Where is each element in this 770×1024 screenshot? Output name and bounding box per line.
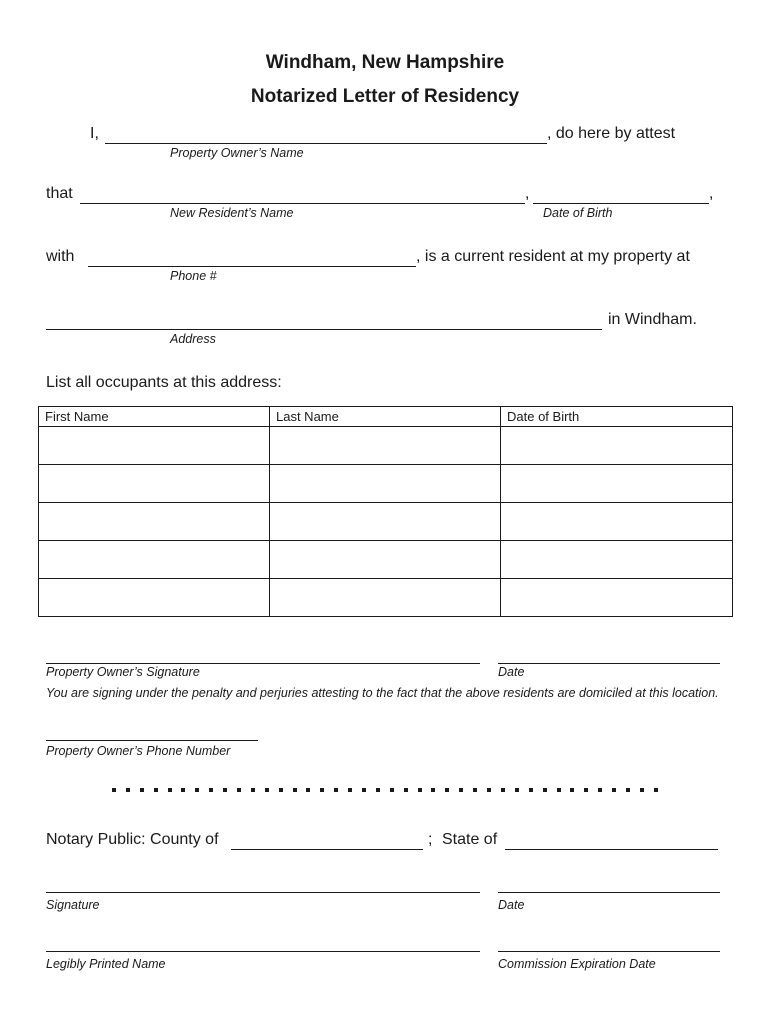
statement-comma-end: , [709,185,714,202]
notary-signature-caption: Signature [46,898,100,912]
notary-state-label: State of [442,831,498,848]
first-name-cell[interactable] [39,427,270,465]
divider-dot [306,788,310,792]
divider-dot [557,788,561,792]
new-resident-name-caption: New Resident’s Name [170,206,294,220]
divider-dot [334,788,338,792]
owner-phone-field[interactable] [46,740,258,741]
notary-state-field[interactable] [505,849,718,850]
resident-dob-field[interactable] [533,203,709,204]
occupant-row [39,541,733,579]
divider-dot [626,788,630,792]
divider-dot [362,788,366,792]
occupants-header-row [39,407,733,427]
divider-dot [126,788,130,792]
divider-dot [418,788,422,792]
last-name-cell[interactable] [270,465,501,503]
divider-dot [598,788,602,792]
printed-name-caption: Legibly Printed Name [46,957,166,971]
divider-dot [348,788,352,792]
divider-dot [445,788,449,792]
date-of-birth-cell[interactable] [501,541,733,579]
notary-signature-field[interactable] [46,892,480,893]
divider-dot [209,788,213,792]
first-name-cell[interactable] [39,579,270,617]
occupant-row [39,503,733,541]
notary-county-field[interactable] [231,849,423,850]
divider-dot [487,788,491,792]
owner-signature-field[interactable] [46,663,480,664]
last-name-cell[interactable] [270,503,501,541]
divider-dot [654,788,658,792]
occupant-row [39,427,733,465]
statement-comma: , [525,185,530,202]
dotted-divider [112,772,658,792]
divider-dot [237,788,241,792]
divider-dot [279,788,283,792]
divider-dot [112,788,116,792]
occupant-row [39,579,733,617]
divider-dot [140,788,144,792]
statement-current-resident-text: , is a current resident at my property at [416,248,690,265]
statement-prefix-that: that [46,185,73,202]
occupants-heading: List all occupants at this address: [46,374,282,391]
divider-dot [376,788,380,792]
date-of-birth-cell[interactable] [501,427,733,465]
document-title: Windham, New Hampshire [265,52,505,73]
divider-dot [251,788,255,792]
occupants-table-body [39,427,733,617]
divider-dot [404,788,408,792]
divider-dot [515,788,519,792]
printed-name-field[interactable] [46,951,480,952]
statement-prefix-with: with [46,248,75,265]
divider-dot [223,788,227,792]
divider-dot [154,788,158,792]
last-name-cell[interactable] [270,541,501,579]
divider-dot [529,788,533,792]
commission-expiration-caption: Commission Expiration Date [498,957,656,971]
divider-dot [431,788,435,792]
commission-expiration-field[interactable] [498,951,720,952]
statement-attest-text: , do here by attest [547,125,676,142]
divider-dot [584,788,588,792]
owner-signature-caption: Property Owner’s Signature [46,665,200,679]
penalty-notice: You are signing under the penalty and perjuries attesting to the fact that the above residents are domiciled at this location. [46,686,719,700]
column-header-date-of-birth: Date of Birth [501,407,733,427]
divider-dot [501,788,505,792]
date-of-birth-cell[interactable] [501,579,733,617]
last-name-cell[interactable] [270,427,501,465]
column-header-first-name: First Name [39,407,270,427]
date-of-birth-cell[interactable] [501,503,733,541]
last-name-cell[interactable] [270,579,501,617]
address-caption: Address [170,332,216,346]
divider-dot [543,788,547,792]
divider-dot [570,788,574,792]
divider-dot [293,788,297,792]
divider-dot [459,788,463,792]
first-name-cell[interactable] [39,503,270,541]
divider-dot [265,788,269,792]
notary-separator: ; [428,831,433,848]
first-name-cell[interactable] [39,465,270,503]
divider-dot [195,788,199,792]
owner-date-caption: Date [498,665,525,679]
notary-date-caption: Date [498,898,525,912]
owner-name-field[interactable] [105,143,547,144]
owner-signature-date-field[interactable] [498,663,720,664]
notary-date-field[interactable] [498,892,720,893]
document-subtitle: Notarized Letter of Residency [250,86,520,107]
date-of-birth-cell[interactable] [501,465,733,503]
owner-phone-caption: Property Owner’s Phone Number [46,744,231,758]
new-resident-name-field[interactable] [80,203,525,204]
owner-name-caption: Property Owner’s Name [170,146,304,160]
divider-dot [390,788,394,792]
divider-dot [640,788,644,792]
address-field[interactable] [46,329,602,330]
resident-dob-caption: Date of Birth [543,206,613,220]
divider-dot [612,788,616,792]
divider-dot [181,788,185,792]
divider-dot [168,788,172,792]
divider-dot [473,788,477,792]
divider-dot [320,788,324,792]
notary-county-label: Notary Public: County of [46,831,219,848]
occupant-row [39,465,733,503]
column-header-last-name: Last Name [270,407,501,427]
statement-prefix-i: I, [90,125,99,142]
occupants-table [38,406,733,617]
phone-caption: Phone # [170,269,217,283]
phone-field[interactable] [88,266,416,267]
statement-in-windham: in Windham. [608,311,697,328]
first-name-cell[interactable] [39,541,270,579]
